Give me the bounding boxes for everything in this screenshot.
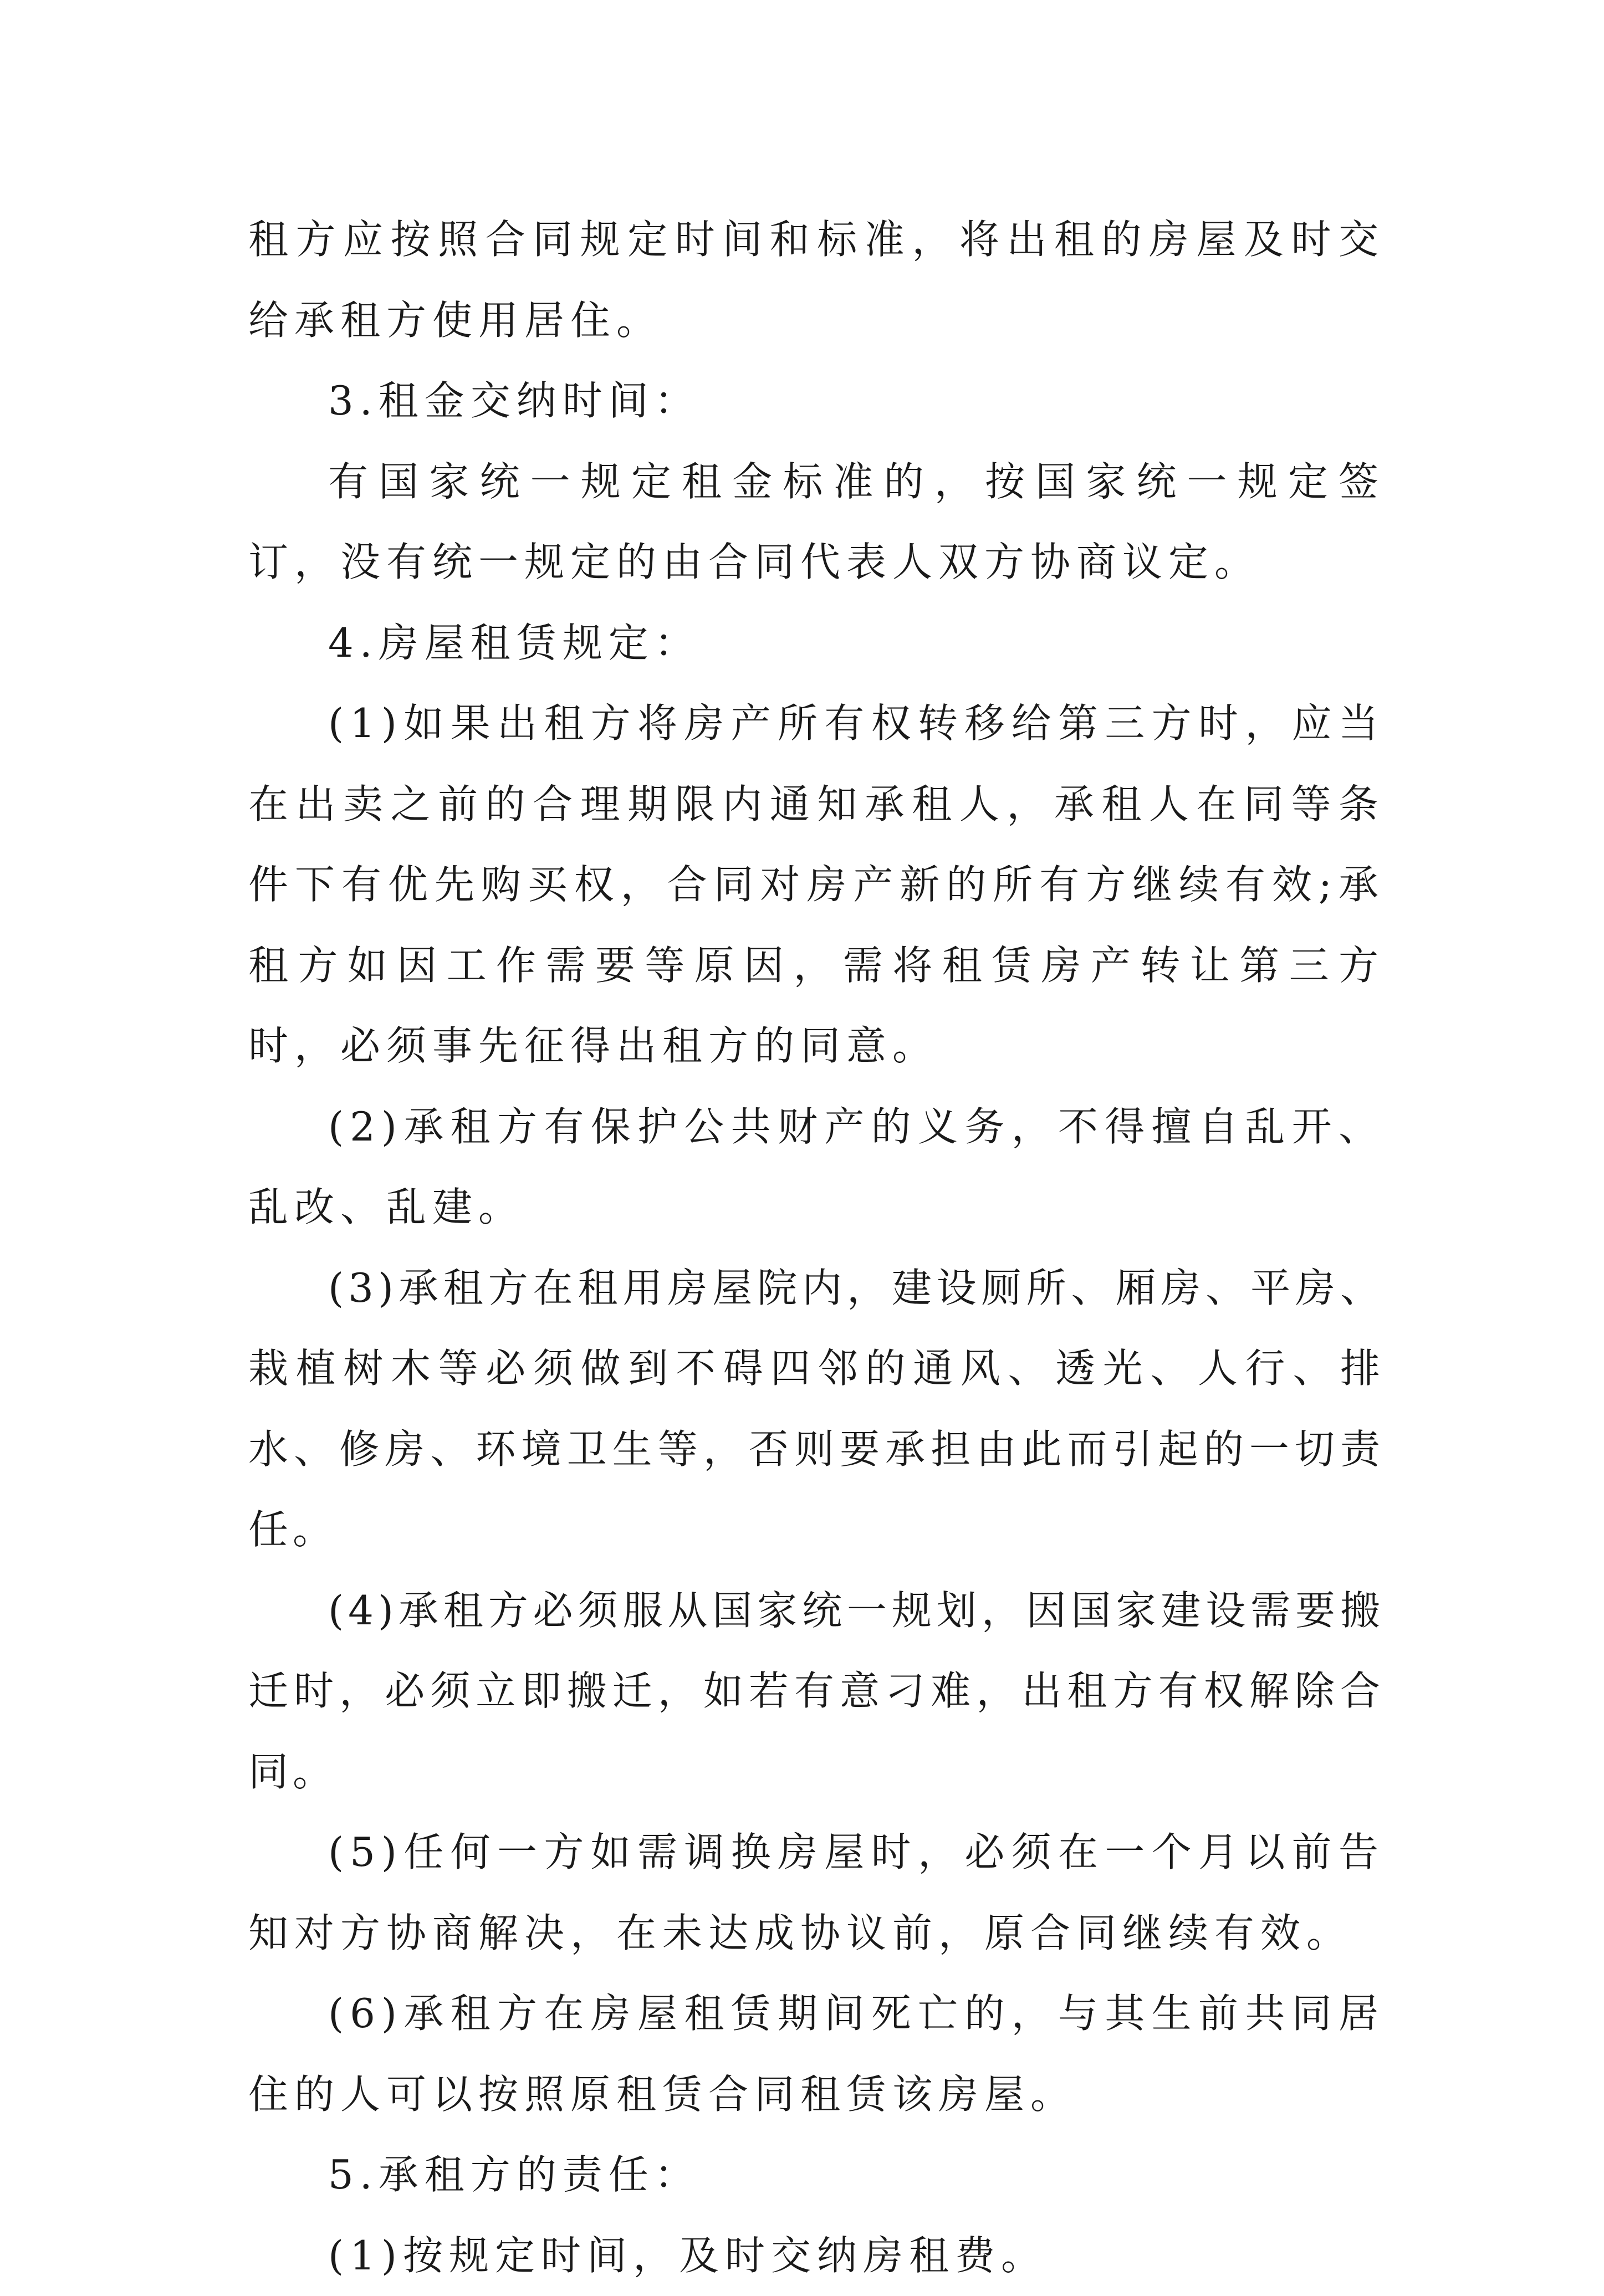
paragraph-rule-5: (5)任何一方如需调换房屋时，必须在一个月以前告知对方协商解决，在未达成协议前，原合同继续有效。 xyxy=(248,1812,1385,1973)
paragraph-rule-4: (4)承租方必须服从国家统一规划，因国家建设需要搬迁时，必须立即搬迁，如若有意刁难，出租方有权解除合同。 xyxy=(248,1571,1385,1813)
heading-lease-rules: 4.房屋租赁规定： xyxy=(248,603,1385,684)
paragraph-rule-1: (1)如果出租方将房产所有权转移给第三方时，应当在出卖之前的合理期限内通知承租人，承租人在同等条件下有优先购买权，合同对房产新的所有方继续有效;承租方如因工作需要等原因，需将租赁房产转让第三方时，必须事先征得出租方的同意。 xyxy=(248,683,1385,1087)
paragraph-rule-6: (6)承租方在房屋租赁期间死亡的，与其生前共同居住的人可以按照原租赁合同租赁该房屋。 xyxy=(248,1973,1385,2135)
paragraph-rent-standard: 有国家统一规定租金标准的，按国家统一规定签订，没有统一规定的由合同代表人双方协商议定。 xyxy=(248,442,1385,603)
heading-tenant-responsibility: 5.承租方的责任： xyxy=(248,2135,1385,2216)
document-body xyxy=(248,200,1385,2296)
paragraph-rule-3: (3)承租方在租用房屋院内，建设厕所、厢房、平房、栽植树木等必须做到不碍四邻的通风、透光、人行、排水、修房、环境卫生等，否则要承担由此而引起的一切责任。 xyxy=(248,1248,1385,1571)
paragraph-responsibility-1: (1)按规定时间，及时交纳房租费。 xyxy=(248,2216,1385,2296)
paragraph-rule-2: (2)承租方有保护公共财产的义务，不得擅自乱开、乱改、乱建。 xyxy=(248,1087,1385,1248)
heading-rent-payment-time: 3.租金交纳时间： xyxy=(248,361,1385,442)
paragraph-handover: 租方应按照合同规定时间和标准，将出租的房屋及时交给承租方使用居住。 xyxy=(248,200,1385,361)
